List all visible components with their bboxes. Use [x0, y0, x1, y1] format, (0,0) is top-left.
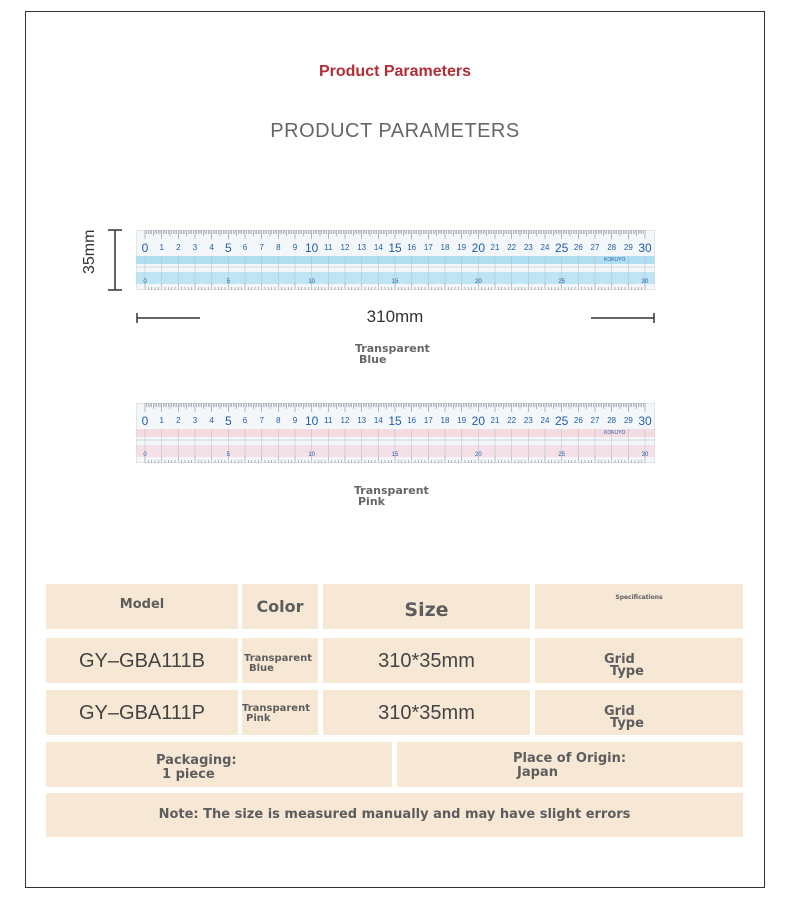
ruler-number-label: 23 [523, 243, 533, 252]
table-row-2-model-cell [46, 690, 238, 735]
ruler-lower-number-label: 0 [143, 279, 147, 285]
ruler-number-label: 4 [209, 243, 214, 252]
ruler-number-label: 1 [159, 243, 164, 252]
ruler-lower-number-label: 20 [474, 452, 482, 458]
ruler-lower-number-label: 15 [391, 279, 399, 285]
packaging-info [156, 754, 237, 782]
ruler-number-label: 25 [554, 414, 569, 428]
ruler-number-label: 30 [638, 414, 652, 428]
ruler-blue-graphic [136, 230, 655, 290]
ruler-number-label: 19 [457, 416, 467, 425]
table-row-1-spec-cell [535, 638, 743, 683]
ruler-blue-caption [355, 343, 430, 365]
table-row-2-color-line1: Transparent [242, 703, 310, 714]
ruler-number-label: 27 [590, 416, 600, 425]
table-row-1-spec-line1: Grid [604, 652, 635, 667]
table-row-2-color-cell [242, 690, 318, 735]
header-color: Color [256, 597, 304, 616]
table-row-2-model: GY–GBA111P [79, 702, 205, 724]
ruler-number-label: 24 [540, 416, 550, 425]
ruler-image-blue [136, 230, 655, 290]
ruler-number-label: 11 [324, 416, 333, 425]
table-row-2-spec-line2: Type [610, 716, 644, 731]
ruler-number-label: 26 [573, 243, 583, 252]
ruler-number-label: 10 [304, 414, 319, 428]
ruler-number-label: 20 [471, 414, 486, 428]
ruler-lower-number-label: 30 [641, 279, 649, 285]
ruler-blue-caption-line2: Blue [359, 353, 387, 366]
ruler-number-label: 7 [259, 416, 264, 425]
ruler-number-label: 22 [507, 243, 517, 252]
packaging-label: Packaging: [156, 753, 237, 768]
ruler-blue-caption-line1: Transparent [355, 342, 430, 355]
ruler-number-label: 23 [523, 416, 533, 425]
ruler-number-label: 10 [304, 241, 319, 255]
ruler-lower-number-label: 25 [558, 452, 566, 458]
page-subtitle: PRODUCT PARAMETERS [270, 120, 520, 142]
ruler-number-label: 19 [457, 243, 467, 252]
width-dimension-right-arrow [591, 311, 655, 325]
ruler-pink-caption [354, 485, 429, 507]
table-row-1-model-cell [46, 638, 238, 683]
ruler-number-label: 0 [141, 414, 149, 428]
ruler-lower-number-label: 15 [391, 452, 399, 458]
note-text: Note: The size is measured manually and may have slight errors [158, 807, 631, 822]
ruler-number-label: 9 [292, 243, 298, 252]
table-row-2-color [242, 704, 310, 724]
ruler-number-label: 16 [407, 243, 417, 252]
table-row-1-spec [604, 654, 644, 678]
ruler-lower-number-label: 20 [474, 279, 482, 285]
ruler-number-label: 12 [340, 416, 350, 425]
ruler-pink-caption-line1: Transparent [354, 484, 429, 497]
table-row-1-spec-line2: Type [610, 664, 644, 679]
ruler-number-label: 15 [388, 414, 402, 428]
origin-cell [397, 742, 743, 787]
ruler-lower-number-label: 10 [308, 279, 316, 285]
ruler-number-label: 24 [540, 243, 550, 252]
ruler-lower-number-label: 10 [308, 452, 316, 458]
ruler-number-label: 21 [490, 243, 500, 252]
header-model-cell [46, 584, 238, 629]
ruler-number-label: 11 [324, 243, 333, 252]
ruler-brand-logo: KOKUYO [604, 430, 626, 436]
table-row-1-size-cell [323, 638, 530, 683]
table-row-2-spec [604, 706, 644, 730]
ruler-number-label: 16 [407, 416, 417, 425]
ruler-lower-number-label: 25 [558, 279, 566, 285]
ruler-lower-number-label: 30 [641, 452, 649, 458]
ruler-number-label: 26 [573, 416, 583, 425]
ruler-number-label: 5 [224, 241, 232, 255]
ruler-number-label: 29 [623, 243, 633, 252]
ruler-number-label: 22 [507, 416, 517, 425]
page-title: Product Parameters [318, 63, 472, 80]
table-row-1-color-cell [242, 638, 318, 683]
ruler-pink-caption-line2: Pink [358, 495, 385, 508]
ruler-number-label: 2 [176, 416, 181, 425]
ruler-number-label: 25 [554, 241, 569, 255]
ruler-lower-number-label: 5 [226, 452, 231, 458]
ruler-number-label: 3 [192, 243, 198, 252]
origin-label: Place of Origin: [513, 751, 627, 766]
ruler-number-label: 2 [176, 243, 181, 252]
table-row-1-model: GY–GBA111B [79, 650, 205, 672]
table-row-2-size-cell [323, 690, 530, 735]
ruler-number-label: 20 [471, 241, 486, 255]
table-row-2-color-line2: Pink [246, 713, 271, 724]
ruler-number-label: 18 [440, 243, 450, 252]
ruler-number-label: 1 [159, 416, 164, 425]
ruler-number-label: 9 [292, 416, 298, 425]
packaging-cell [46, 742, 392, 787]
table-row-1-color [244, 654, 312, 674]
ruler-number-label: 4 [209, 416, 214, 425]
ruler-number-label: 6 [242, 416, 248, 425]
ruler-lower-number-label: 5 [226, 279, 231, 285]
ruler-number-label: 8 [276, 243, 281, 252]
table-row-1-color-line1: Transparent [244, 653, 312, 664]
ruler-number-label: 14 [373, 243, 383, 252]
ruler-number-label: 27 [590, 243, 600, 252]
ruler-number-label: 29 [623, 416, 633, 425]
ruler-number-label: 14 [373, 416, 383, 425]
ruler-number-label: 3 [192, 416, 198, 425]
origin-info [513, 752, 626, 780]
height-dimension-label: 35mm [81, 229, 98, 274]
origin-value: Japan [517, 765, 558, 780]
table-row-2-size: 310*35mm [378, 702, 475, 724]
ruler-number-label: 18 [440, 416, 450, 425]
note-cell [46, 793, 743, 837]
ruler-number-label: 28 [607, 243, 617, 252]
header-specifications-cell [535, 584, 743, 629]
header-color-cell [242, 584, 318, 629]
ruler-number-label: 5 [224, 414, 232, 428]
ruler-number-label: 13 [357, 243, 367, 252]
table-row-1-size: 310*35mm [378, 650, 475, 672]
ruler-number-label: 21 [490, 416, 500, 425]
ruler-lower-number-label: 0 [143, 452, 147, 458]
ruler-pink-graphic [136, 403, 655, 463]
ruler-number-label: 30 [638, 241, 652, 255]
ruler-number-label: 6 [242, 243, 248, 252]
table-row-1-color-line2: Blue [249, 663, 274, 674]
ruler-number-label: 15 [388, 241, 402, 255]
ruler-number-label: 12 [340, 243, 350, 252]
ruler-brand-logo: KOKUYO [604, 257, 626, 263]
ruler-number-label: 8 [276, 416, 281, 425]
header-specifications: Specifications [615, 594, 663, 601]
ruler-number-label: 0 [141, 241, 149, 255]
packaging-value: 1 piece [162, 767, 215, 782]
ruler-number-label: 13 [357, 416, 367, 425]
ruler-image-pink [136, 403, 655, 463]
ruler-number-label: 17 [423, 243, 433, 252]
ruler-number-label: 28 [607, 416, 617, 425]
header-model: Model [119, 597, 165, 612]
header-size: Size [404, 599, 449, 621]
table-row-2-spec-cell [535, 690, 743, 735]
header-size-cell [323, 584, 530, 629]
width-dimension-left-arrow [136, 311, 200, 325]
table-row-2-spec-line1: Grid [604, 704, 635, 719]
ruler-number-label: 17 [423, 416, 433, 425]
ruler-number-label: 7 [259, 243, 264, 252]
width-dimension-label: 310mm [366, 307, 424, 326]
